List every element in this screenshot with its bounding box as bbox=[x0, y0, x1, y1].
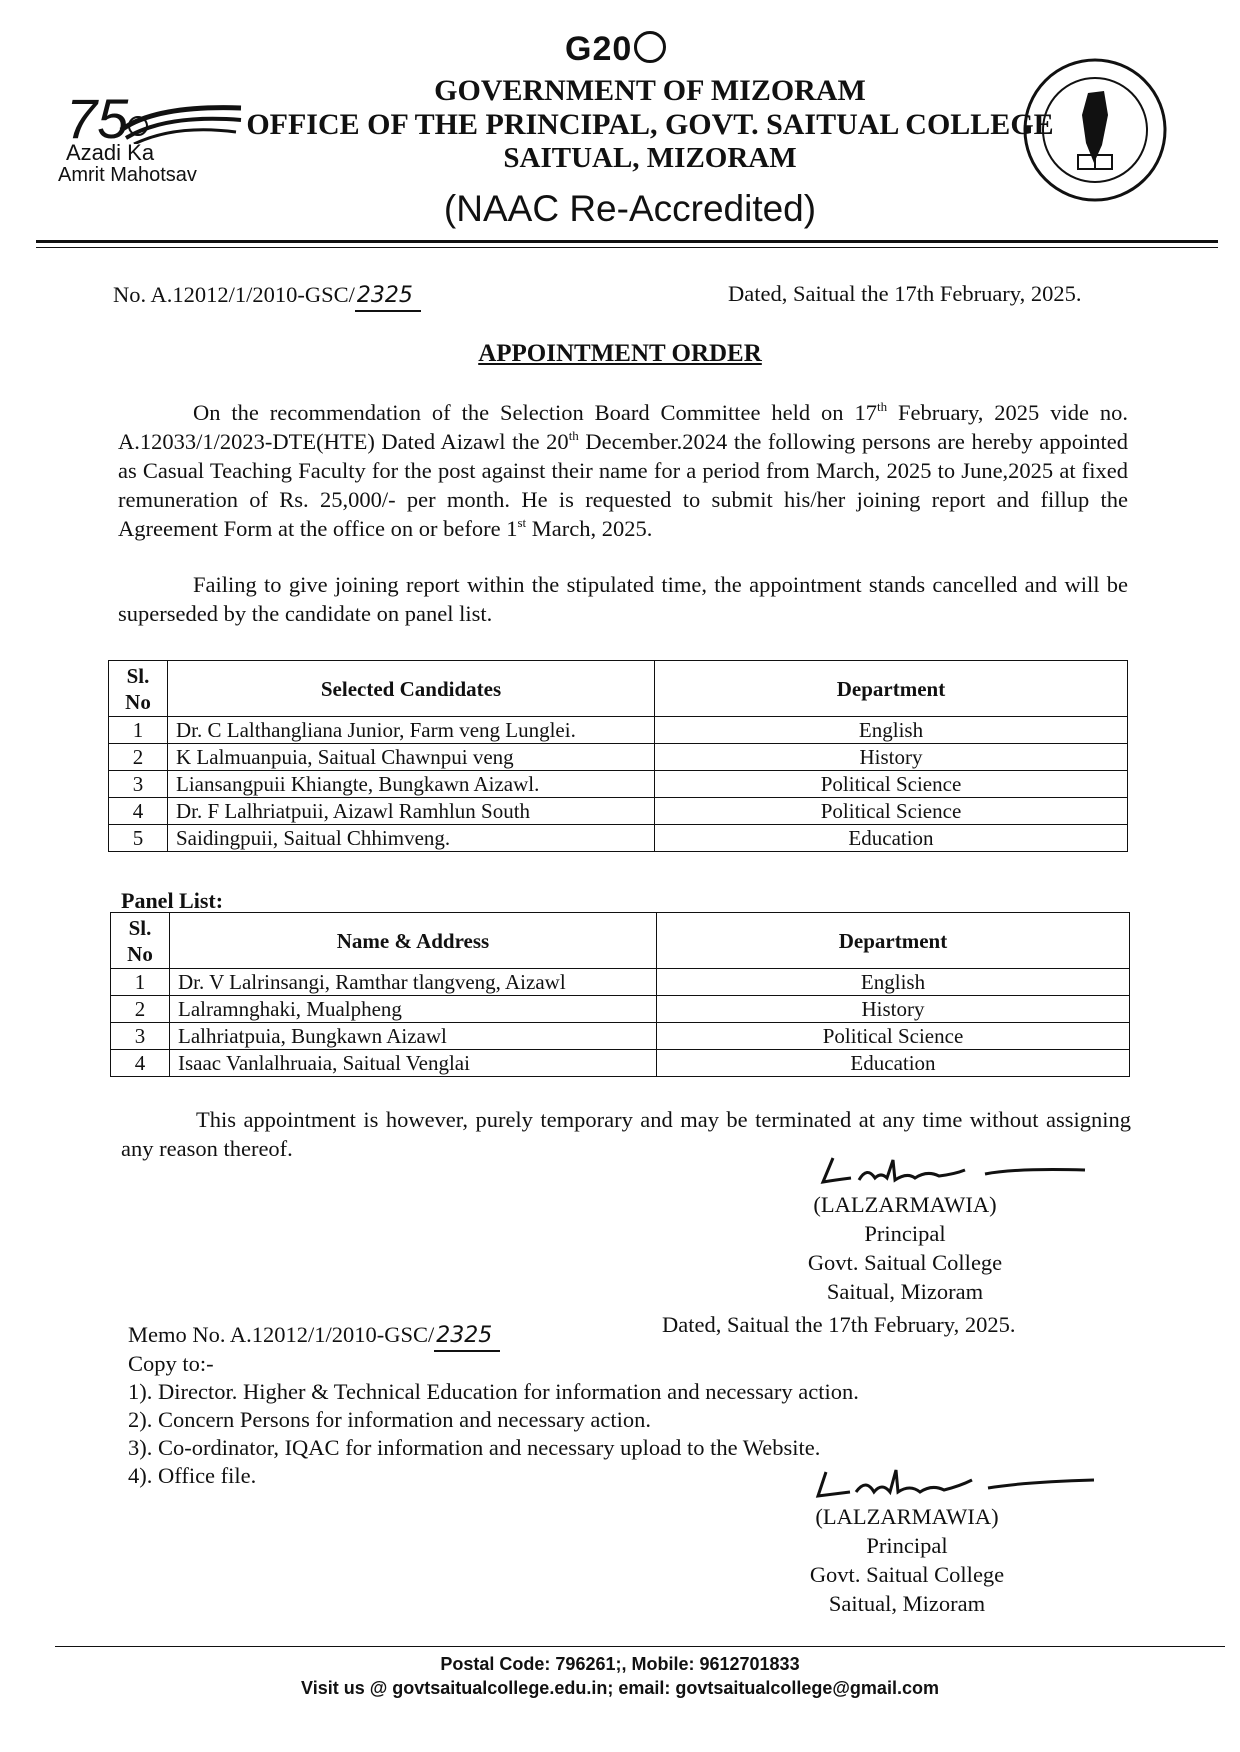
table-row: 4 Dr. F Lalhriatpuii, Aizawl Ramhlun South Political Science bbox=[109, 798, 1128, 825]
panel-list-table bbox=[110, 912, 1130, 1077]
signatory-location: Saitual, Mizoram bbox=[826, 1279, 984, 1304]
header-selected-candidates: Selected Candidates bbox=[168, 661, 655, 717]
signature-block bbox=[790, 1190, 1020, 1306]
memo-number: Memo No. A.12012/1/2010-GSC/2325 bbox=[128, 1320, 500, 1352]
signatory-college: Govt. Saitual College bbox=[807, 1250, 1003, 1275]
selected-candidates-table bbox=[108, 660, 1128, 852]
signatory-designation: Principal bbox=[866, 1533, 948, 1558]
paragraph-temporary: This appointment is however, purely temporary and may be terminated at any time without assigning any reason thereof. bbox=[121, 1107, 1131, 1161]
g20-logo: G20 bbox=[565, 30, 666, 69]
list-item: 3). Co-ordinator, IQAC for information and necessary upload to the Website. bbox=[128, 1435, 821, 1460]
table-row: 1 Dr. V Lalrinsangi, Ramthar tlangveng, Aizawl English bbox=[111, 969, 1130, 996]
table-row: 5 Saidingpuii, Saitual Chhimveng. Education bbox=[109, 825, 1128, 852]
signatory-name: (LALZARMAWIA) bbox=[813, 1192, 997, 1217]
accreditation-title: (NAAC Re-Accredited) bbox=[443, 188, 817, 229]
list-item: 4). Office file. bbox=[128, 1463, 257, 1488]
list-item: 2). Concern Persons for information and necessary action. bbox=[128, 1407, 651, 1432]
signatory-designation: Principal bbox=[864, 1221, 946, 1246]
table-row: 1 Dr. C Lalthangliana Junior, Farm veng Lunglei. English bbox=[109, 717, 1128, 744]
table-row: 4 Isaac Vanlalhruaia, Saitual Venglai Education bbox=[111, 1050, 1130, 1077]
document-title: APPOINTMENT ORDER bbox=[478, 340, 762, 367]
signature-scribble-icon bbox=[810, 1462, 1100, 1502]
header-department: Department bbox=[655, 661, 1128, 717]
table-header-row bbox=[111, 913, 1130, 969]
place-title: SAITUAL, MIZORAM bbox=[503, 142, 797, 174]
footer-divider bbox=[55, 1646, 1225, 1647]
table-header-row bbox=[109, 661, 1128, 717]
handwritten-number: 2325 bbox=[355, 281, 421, 312]
paragraph-failing: Failing to give joining report within the stipulated time, the appointment stands cancelled and will be superseded by the candidate on panel list. bbox=[118, 572, 1128, 626]
college-seal-icon bbox=[1020, 55, 1170, 205]
header-sl-no: Sl. No bbox=[111, 913, 170, 969]
header-name-address: Name & Address bbox=[170, 913, 657, 969]
reference-number: No. A.12012/1/2010-GSC/2325 bbox=[113, 280, 421, 312]
signatory-college: Govt. Saitual College bbox=[809, 1562, 1005, 1587]
office-title: OFFICE OF THE PRINCIPAL, GOVT. SAITUAL COLLEGE bbox=[246, 108, 1054, 141]
table-row: 2 Lalramnghaki, Mualpheng History bbox=[111, 996, 1130, 1023]
signatory-name: (LALZARMAWIA) bbox=[815, 1504, 999, 1529]
paragraph-recommendation: On the recommendation of the Selection Board Committee held on 17th February, 2025 vide no. A.12033/1/2023-DTE(HTE) Dated Aizawl the 20th December.2024 the following persons are hereby appointed as Casual Teaching Faculty for the post against their name for a period from March, 2025 to June,2025 at fixed remuneration of Rs. 25,000/- per month. He is requested to submit his/her joining report and fillup the Agreement Form at the office on or before 1st March, 2025. bbox=[118, 399, 1128, 541]
list-item: 1). Director. Higher & Technical Education for information and necessary action. bbox=[128, 1379, 859, 1404]
g20-globe-icon bbox=[634, 31, 666, 63]
table-row: 3 Liansangpuii Khiangte, Bungkawn Aizawl. Political Science bbox=[109, 771, 1128, 798]
table-row: 2 K Lalmuanpuia, Saitual Chawnpui veng History bbox=[109, 744, 1128, 771]
azadi-ka-amrit-mahotsav-logo: 75 Azadi Ka Amrit Mahotsav bbox=[58, 86, 248, 196]
signature-block bbox=[792, 1502, 1022, 1618]
header-divider bbox=[36, 240, 1218, 243]
reference-date: Dated, Saitual the 17th February, 2025. bbox=[728, 281, 1082, 306]
copy-to-label: Copy to:- bbox=[128, 1351, 214, 1376]
signatory-location: Saitual, Mizoram bbox=[828, 1591, 986, 1616]
table-row: 3 Lalhriatpuia, Bungkawn Aizawl Political Science bbox=[111, 1023, 1130, 1050]
government-title: GOVERNMENT OF MIZORAM bbox=[434, 74, 866, 107]
memo-date: Dated, Saitual the 17th February, 2025. bbox=[662, 1312, 1016, 1337]
footer-contact: Postal Code: 796261;, Mobile: 9612701833 bbox=[440, 1654, 800, 1674]
panel-list-label: Panel List: bbox=[121, 888, 224, 913]
footer-web-email: Visit us @ govtsaitualcollege.edu.in; email: govtsaitualcollege@gmail.com bbox=[301, 1678, 939, 1698]
handwritten-number: 2325 bbox=[434, 1321, 500, 1352]
header-sl-no: Sl. No bbox=[109, 661, 168, 717]
header-department: Department bbox=[657, 913, 1130, 969]
signature-scribble-icon bbox=[815, 1150, 1095, 1190]
header-divider-thin bbox=[36, 247, 1218, 248]
